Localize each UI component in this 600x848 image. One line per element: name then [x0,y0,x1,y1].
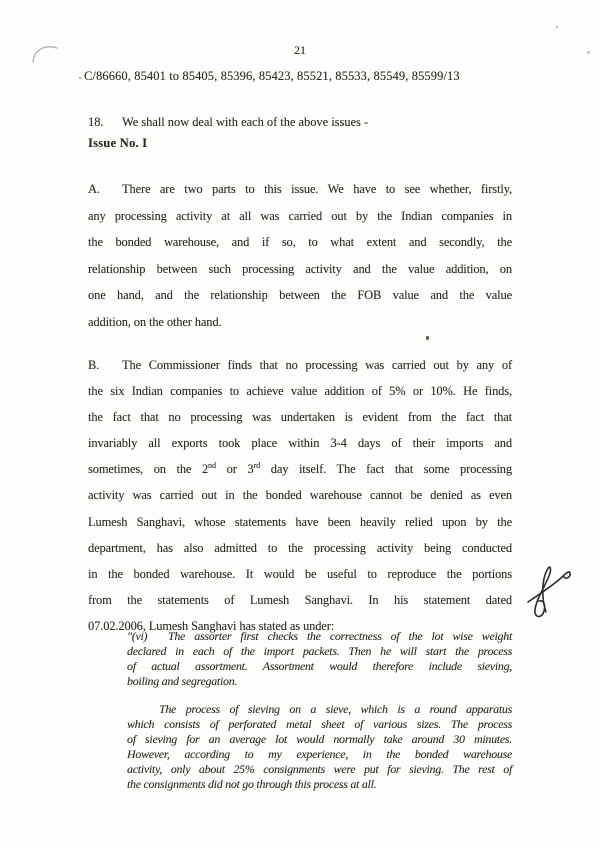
paragraph-a [88,176,512,336]
quote-line: The process of sieving on a sieve, which is a round apparatus [159,702,512,716]
quote-line-text: The assorter first checks the correctness of the lot wise weight [168,629,512,643]
body-line: department, has also admitted to the processing activity being conducted [88,540,512,555]
quote-line: However, according to my experience, in the bonded warehouse [127,747,512,761]
quote-line: which consists of perforated metal sheet of various sizes. The process [127,717,512,731]
quote-line: boiling and segregation. [127,674,238,688]
scan-speck [426,336,429,340]
case-number-line: C/86660, 85401 to 85405, 85396, 85423, 85521, 85533, 85549, 85599/13 [84,69,460,83]
paragraph-b-label: B. [88,358,100,372]
body-line: activity was carried out in the bonded warehouse cannot be denied as even [88,488,512,503]
quote-line: of actual assortment. Assortment would therefore include sieving, [127,659,512,673]
body-line: addition, on the other hand. [88,314,222,329]
issue-heading: Issue No. I [88,136,148,150]
scan-speck [79,77,81,79]
paragraph-a-label: A. [88,182,100,196]
body-line-text: The Commissioner finds that no processing was carried out by any of [122,358,512,372]
body-line-text: There are two parts to this issue. We have to see whether, firstly, [122,182,512,196]
body-line-text: day itself. The fact that some processing [260,462,512,477]
scan-speck [556,26,558,28]
quote-line: activity, only about 25% consignments were put for sieving. The rest of [127,762,512,776]
body-line: one hand, and the relationship between the FOB value and the value [88,288,512,303]
ordinal-superscript: rd [253,461,261,471]
paragraph-18-text: We shall now deal with each of the above issues - [122,115,369,129]
body-line: the bonded warehouse, and if so, to what extent and secondly, the [88,235,512,250]
page-number: 21 [294,43,306,57]
body-line: any processing activity at all was carried out by the Indian companies in [88,208,512,223]
paragraph-b [88,352,512,639]
body-line: Lumesh Sanghavi, whose statements have been heavily relied upon by the [88,514,512,529]
body-line-text: or 3 [216,462,254,477]
body-line: the six Indian companies to achieve value addition of 5% or 10%. He finds, [88,384,512,399]
quote-line: of sieving for an average lot would normally take around 30 minutes. [127,732,512,746]
handwritten-initials-icon [516,556,580,624]
body-line: from the statements of Lumesh Sanghavi. In his statement dated [88,592,512,607]
body-line [88,456,512,482]
body-line-text: sometimes, on the 2 [88,462,209,477]
body-line: 07.02.2006, Lumesh Sanghavi has stated as under: [88,618,335,633]
quoted-statement-vi [127,629,512,689]
body-line [88,176,512,203]
quoted-statement-sieving [127,702,512,792]
body-line: invariably all exports took place within 3-4 days of their imports and [88,436,512,451]
body-line: the fact that no processing was undertaken is evident from the fact that [88,410,512,425]
body-line [88,352,512,378]
paragraph-18-number: 18. [88,115,104,129]
quote-line: the consignments did not go through this process at all. [127,777,377,791]
quote-item-label: "(vi) [127,629,148,643]
paragraph-18 [88,114,512,130]
ordinal-superscript: nd [208,461,217,471]
quote-line: declared in each of the import packets. Then he will start the process [127,644,512,658]
body-line: in the bonded warehouse. It would be useful to reproduce the portions [88,566,512,581]
body-line: relationship between such processing activity and the value addition, on [88,261,512,276]
quote-line [127,629,512,644]
